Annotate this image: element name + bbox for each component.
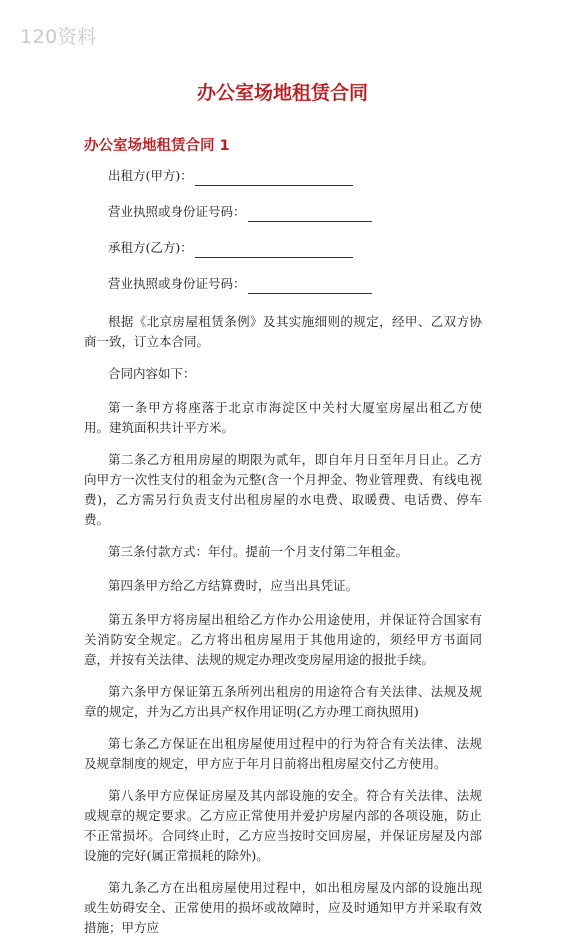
field-label: 营业执照或身份证号码：	[108, 204, 246, 219]
paragraph-article-2: 第二条乙方租用房屋的期限为贰年，即自年月日至年月日止。乙方向甲方一次性支付的租金为元整(含一个月押金、物业管理费、有线电视费)，乙方需另行负责支付出租房屋的水电费、取暖费、电话费、停车费。	[84, 452, 482, 527]
paragraph-article-6: 第六条甲方保证第五条所列出租房的用途符合有关法律、法规及规章的规定，并为乙方出具产权作用证明(乙方办理工商执照用)	[84, 684, 482, 719]
paragraph-intro: 合同内容如下：	[108, 366, 196, 381]
field-label: 营业执照或身份证号码：	[108, 276, 246, 291]
paragraph-article-4: 第四条甲方给乙方结算费时，应当出具凭证。	[108, 578, 359, 593]
paragraph-article-9: 第九条乙方在出租房屋使用过程中，如出租房屋及内部的设施出现或生妨碍安全、正常使用的损坏或故障时，应及时通知甲方并采取有效措施；甲方应	[84, 880, 482, 935]
blank-line	[195, 170, 353, 186]
paragraph-article-1: 第一条甲方将座落于北京市海淀区中关村大厦室房屋出租乙方使用。建筑面积共计平方米。	[84, 400, 482, 435]
field-lessee	[108, 238, 482, 258]
contract-body	[84, 166, 482, 950]
field-lessor-id	[108, 202, 482, 222]
paragraph-article-7: 第七条乙方保证在出租房屋使用过程中的行为符合有关法律、法规及规章制度的规定，甲方应于年月日前将出租房屋交付乙方使用。	[84, 736, 482, 771]
field-lessee-id	[108, 274, 482, 294]
blank-line	[195, 242, 353, 258]
paragraph-article-5: 第五条甲方将房屋出租给乙方作办公用途使用，并保证符合国家有关消防安全规定。乙方将出租房屋用于其他用途的，须经甲方书面同意，并按有关法律、法规的规定办理改变房屋用途的报批手续。	[84, 612, 482, 667]
document-title: 办公室场地租赁合同	[196, 82, 368, 104]
section-heading: 办公室场地租赁合同 1	[84, 138, 230, 154]
blank-line	[248, 278, 372, 294]
field-label: 出租方(甲方)：	[108, 168, 193, 183]
field-lessor	[108, 166, 482, 186]
watermark-logo: 120资料	[20, 26, 97, 48]
paragraph-article-3: 第三条付款方式：年付。提前一个月支付第二年租金。	[108, 544, 409, 559]
field-label: 承租方(乙方)：	[108, 240, 193, 255]
blank-line	[248, 206, 372, 222]
paragraph-article-8: 第八条甲方应保证房屋及其内部设施的安全。符合有关法律、法规或规章的规定要求。乙方应正常使用并爱护房屋内部的各项设施，防止不正常损坏。合同终止时，乙方应当按时交回房屋，并保证房屋及内部设施的完好(属正常损耗的除外)。	[84, 788, 482, 863]
paragraph-preamble: 根据《北京房屋租赁条例》及其实施细则的规定，经甲、乙双方协商一致，订立本合同。	[84, 314, 482, 349]
